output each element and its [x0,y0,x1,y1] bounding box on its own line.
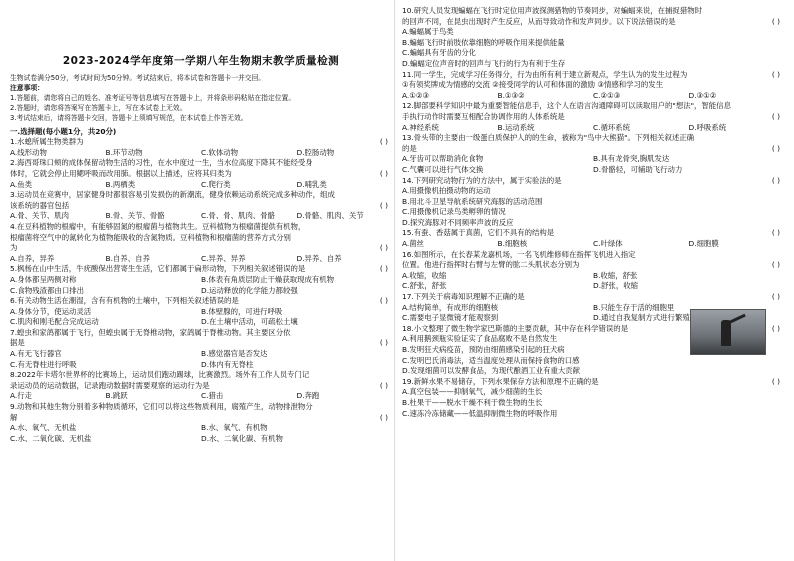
option-line: B.蝙蝠飞行时前肢依靠细胞的呼吸作用来提供能量 [402,37,565,47]
option: A.鱼类 [10,179,33,189]
answer-paren: ( ) [771,260,780,270]
question-stem: 9.动物和其他生物分别着多种物质循环，它们可以将这些物质利用，腐殖产生，动物排泄物分 [10,402,313,412]
option-row [402,123,784,134]
option: A.菌丝 [402,239,425,249]
question-stem: ( ) 6.有关动物生活在潮湿，含有有机物的土壤中，下列相关叙述错误的是 [10,296,392,307]
answer-paren: ( ) [771,16,780,26]
question-stem: 3.运动员在竞赛中，居家健身时都很容易引发损伤的新潮流，健身依赖运动系统完成多种动作，组成 [10,190,335,200]
option: C.食物残渣都由口排出 [10,285,85,295]
option-row [10,391,392,402]
option: C.气囊可以进行气体交换 [402,164,484,174]
notice-3: 3.考试结束后，请将答题卡交回，答题卡上须填写规范，在本试卷上作答无效。 [10,113,248,122]
option: D.细胞膜 [688,239,719,249]
option: B.体表有角质层防止干燥获取现成有机物 [201,274,335,284]
option-row [402,154,784,165]
option: D.舒张，收缩 [593,281,638,291]
option: D.异养、自养 [296,253,342,263]
option: D.在土壤中活动，可疏松土壤 [201,317,298,327]
option: D.体内有无脊柱 [201,359,254,369]
left-question-list [10,137,392,444]
answer-paren: ( ) [771,228,780,238]
answer-paren: ( ) [379,412,388,422]
question-stem: ( ) 18.小文整理了微生物学家巴斯德的主要贡献，其中存在科学错误的是 [402,324,784,335]
option-row [10,317,392,328]
question-stem-cont: ( ) 录运动员的运动数据，记录跑动数据时需要观察的运动行为是 [10,381,392,392]
option-line: C.发明巴氏消毒法，适当温度处理从而保持食物的口感 [402,355,580,365]
option: C.骨、骨、肌肉、骨骼 [201,211,276,221]
notice-1: 1.答题前，请您将自己的姓名、准考证号等信息填写在答题卡上，并将条形码粘贴在指定位置。 [10,93,296,102]
notice-label: 注意事项： [10,83,44,92]
option: A.身体分节，使运动灵活 [10,306,92,316]
option: C.叶绿体 [593,239,623,249]
question-stem-cont: ( ) 的回声不同，在昆虫出现时产生反应，从而导致动作和发声同步。以下说法错误的是 [402,17,784,28]
pilot-signaling-photo [690,309,766,355]
answer-paren: ( ) [771,292,780,302]
column-divider [394,0,395,561]
option-row [402,239,784,250]
option: B.收缩，舒张 [593,270,638,280]
answer-paren: ( ) [379,137,388,147]
question-stem-cont: ( ) 手执行动作时需要互相配合协调作用的人体系统是 [402,112,784,123]
option-row [10,434,392,445]
raised-arm [726,314,745,325]
question-stem: ( ) 15.有蚕、香菇属于真菌，它们不具有的结构是 [402,228,784,239]
option-line: B.用北斗卫星导航系统研究海豚的活动范围 [402,196,543,206]
option-line: B.发明狂犬病疫苗，预防由细菌感染引起的狂犬病 [402,345,565,354]
question-stem: ( ) 19.新鲜水果不易储存，下列水果保存方法和原理不正确的是 [402,377,784,388]
question-stem: 12.脚部要科学知识中最为重要智能信息手，这个人在语言沟通障碍可以读取用户的"想法"，智能信息 [402,101,731,111]
option-row [10,423,392,434]
answer-paren: ( ) [379,200,388,210]
question-stem-cont: ( ) 解 [10,413,392,424]
question-stem-cont: ( ) 据是 [10,338,392,349]
option: A.①②③ [402,90,430,100]
answer-paren: ( ) [379,380,388,390]
option-row [10,349,392,360]
option-line: C.用摄像机记录鸟类孵卵的情况 [402,207,506,217]
option: C.猎击 [201,391,224,401]
option: C.有无脊柱进行呼吸 [10,359,77,369]
option: A.行走 [10,391,33,401]
answer-paren: ( ) [379,338,388,348]
option: B.两栖类 [105,179,136,189]
option: D.骨骼轻，可辅助飞行动力 [593,164,683,174]
option: A.身体都呈两侧对称 [10,274,77,284]
option-row [10,275,392,286]
option: B.骨、关节、骨骼 [105,211,165,221]
option: B.细胞核 [497,239,528,249]
answer-paren: ( ) [771,376,780,386]
question-stem: 16.如图所示，在长春某龙嘉机场，一名飞机维修师在指挥飞机进入指定 [402,249,636,259]
option-row [402,271,784,282]
option-line: B.杜果干——脱水干燥不利于微生物的生长 [402,397,543,407]
option: C.舒张，舒张 [402,281,447,291]
question-stem: ( ) 5.枫杨在山中生活，牛疣酸保出营寄生生活，它们都属于扁形动物，下列相关叙述错误的是 [10,264,392,275]
option-row [10,211,392,222]
question-stem: 7.蝗虫和家鸽都属于飞行，但蝗虫属于无脊椎动物，家鸽属于脊椎动物。其主要区分依 [10,327,291,337]
option: A.牙齿可以帮助消化食物 [402,154,484,164]
option: D.腔肠动物 [296,147,335,157]
option: D.呼吸系统 [688,122,727,132]
answer-paren: ( ) [771,143,780,153]
option: A.水、氧气、无机盐 [10,423,77,433]
question-stem: ( ) 17.下列关于病毒知识理解不正确的是 [402,292,784,303]
answer-paren: ( ) [771,111,780,121]
option: C.软体动物 [201,147,239,157]
option-row [10,360,392,371]
option: C.爬行类 [201,179,231,189]
option: B.跳跃 [105,391,128,401]
option: B.运动系统 [497,122,535,132]
option-row [10,307,392,318]
option: C.需要电子显微镜才能观察到 [402,313,499,323]
answer-paren: ( ) [771,69,780,79]
option: C.异养、异养 [201,253,246,263]
option-row [402,165,784,176]
option-row [10,180,392,191]
question-stem: 10.研究人员发现蝙蝠在飞行时定位用声波探测猎物的节奏同步，对蝙蝠来说，在捕捉猎物时 [402,6,702,15]
question-stem: 8.2022年卡塔尔世界杯的比赛场上，运动员们跑动踢球，比赛激烈。场外有工作人员专门记 [10,370,310,380]
option: C.②①③ [593,90,621,100]
option: D.奔跑 [296,391,320,401]
right-question-list [402,6,784,419]
option: A.有无飞行器官 [10,349,62,359]
option: B.①③② [497,90,525,100]
section-heading: 一.选择题(每小题1分，共20分) [10,126,117,136]
option: A.骨、关节、肌肉 [10,211,70,221]
question-stem: 13.骨头带的主要由一级蛋白质保护人的的生命，被称为"鸟中大熊猫"。下列相关叙述正确 [402,133,695,143]
option-row [10,286,392,297]
option: A.收缩，收缩 [402,270,447,280]
option-line: A.真空包装——抑制氧气，减少细菌的生长 [402,387,543,397]
option: B.具有龙骨突,胸肌发达 [593,154,670,164]
left-column [10,6,392,444]
option: C.水、二氧化碳、无机盐 [10,433,92,443]
option: D.骨骼、肌肉、关节 [296,211,364,221]
option: B.水、氧气、有机物 [201,423,268,433]
exam-note: 生物试卷满分50分，考试时间为50分钟。考试结束后，将本试卷和答题卡一并交回。 [10,73,266,82]
exam-title: 2023-2024学年度第一学期八年生物期末教学质量检测 [62,55,340,67]
option: D.③①② [688,90,717,100]
answer-paren: ( ) [771,323,780,333]
option: D.通过自我复制方式进行繁殖 [593,313,690,323]
option-line: A.蝙蝠属于鸟类 [402,27,454,37]
right-column [402,6,784,419]
option-row [10,254,392,265]
option-line: A.利用鹅颈瓶实验证实了食品腐败不是自然发生 [402,334,558,344]
option: A.神经系统 [402,122,439,132]
question-stem: ( ) 1.水螅所属生物类群为 [10,137,392,148]
option-line: D.蝙蝠定位声音时的回声与飞行的行为有利于生存 [402,58,566,68]
answer-paren: ( ) [379,243,388,253]
option-line: ①有领奖牌成为情感的交流 ②接受同学的认可和体面的激励 ③情感和学习的发生 [402,80,664,90]
option-line: C.速冻冷冻储藏——低温抑制微生物的呼吸作用 [402,408,558,418]
answer-paren: ( ) [771,175,780,185]
option: D.水、二氧化碳、有机物 [201,433,283,443]
question-stem-cont: 根瘤菌将空气中的氮转化为植物能吸收的含氮物质。豆科植物和根瘤菌的营养方式分别 [10,232,291,242]
option-line: D.探究海豚对不同频率声波的反应 [402,217,514,227]
option: A.结构简单，有成形的细胞核 [402,302,498,312]
option: A.线形动物 [10,147,47,157]
option: B.自养、自养 [105,253,150,263]
question-stem: 4.在豆科植物的根瘤中，有能够固氮的根瘤菌与植物共生。豆科植物为根瘤菌提供有机物， [10,221,306,231]
option: A.自养、异养 [10,253,55,263]
option: D.运动释放的化学能力都较强 [201,285,298,295]
question-stem-cont: ( ) 位置。他进行指挥时右臂与左臂的肱二头肌状态分别为 [402,260,784,271]
question-stem: 2.海西哥珠口颊的成体保留动物生活的习性，在水中度过一生，当水位高度下降其不能经受身 [10,158,313,168]
option-line: A.用摄像机拍摄动物的运动 [402,186,491,196]
option-row [402,91,784,102]
question-stem: ( ) 11.同一学生，完成学习任务得分，行为由所有利于建立新观点，学生认为的发生过程为 [402,70,784,81]
option-line: D.发现细菌可以发酵食品，为现代酿酒工业有重大贡献 [402,366,581,376]
option: C.循环系统 [593,122,631,132]
option: B.环节动物 [105,147,143,157]
notice-2: 2.答题时，请您将答案写在答题卡上，写在本试卷上无效。 [10,103,187,112]
option: D.哺乳类 [296,179,327,189]
option-row [402,281,784,292]
question-stem: ( ) 14.下列研究动物行为的方法中，属于实验法的是 [402,176,784,187]
question-stem-cont: ( ) 的是 [402,144,784,155]
question-stem-cont: ( ) 体时，它就会停止用鳃呼吸而改用肺。根据以上描述，应将其归类为 [10,169,392,180]
answer-paren: ( ) [379,296,388,306]
option-line: C.蝙蝠具有牙齿的分化 [402,48,477,58]
answer-paren: ( ) [379,264,388,274]
option: B.体壁腺的，可进行呼吸 [201,306,283,316]
option-row [10,148,392,159]
option: C.肌肉和刚毛配合完成运动 [10,317,99,327]
question-stem-cont: ( ) 该系统的器官包括 [10,201,392,212]
option: B.只能生存于活的细胞里 [593,302,675,312]
option: B.感觉器官是否发达 [201,349,268,359]
question-stem-cont: ( ) 为 [10,243,392,254]
answer-paren: ( ) [379,168,388,178]
